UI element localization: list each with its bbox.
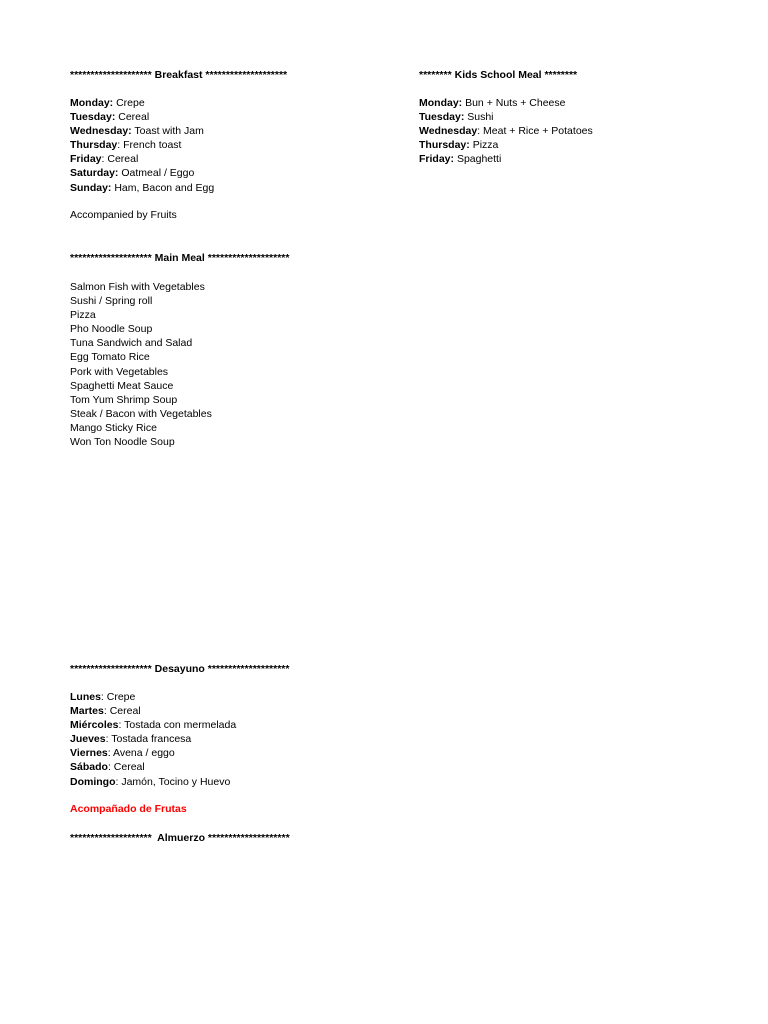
- meal-name: Cereal: [113, 761, 145, 774]
- desayuno-note: Acompañado de Frutas: [70, 802, 187, 815]
- meal-name: Spaghetti: [456, 153, 502, 166]
- day-label: Monday:: [70, 97, 114, 109]
- separator: :: [107, 747, 114, 760]
- day-label: Miércoles: [70, 719, 119, 732]
- day-label: Friday: [70, 153, 102, 166]
- separator: :: [477, 125, 484, 138]
- desayuno-day-jueves: [70, 732, 289, 746]
- main-meal-item: Tuna Sandwich and Salad: [70, 337, 193, 350]
- separator: :: [117, 139, 124, 152]
- day-label: Viernes: [70, 747, 108, 760]
- separator: :: [101, 153, 108, 166]
- day-label: Saturday:: [70, 167, 119, 180]
- meal-name: Tostada con mermelada: [124, 719, 237, 732]
- kids-day-monday: [419, 96, 593, 110]
- meal-name: Crepe: [116, 97, 145, 109]
- kids-day-wednesday: [419, 124, 593, 138]
- day-label: Wednesday:: [70, 125, 132, 138]
- meal-name: Sushi: [467, 111, 494, 124]
- meal-name: Tostada francesa: [111, 733, 192, 746]
- meal-name: Crepe: [106, 691, 136, 703]
- breakfast-day-saturday: [70, 166, 287, 180]
- desayuno-day-martes: [70, 704, 289, 718]
- meal-name: Jamón, Tocino y Huevo: [121, 775, 231, 788]
- main-meal-item: Egg Tomato Rice: [70, 351, 150, 364]
- breakfast-day-wednesday: [70, 124, 287, 138]
- main-meal-item: Pork with Vegetables: [70, 365, 169, 378]
- desayuno-day-sabado: [70, 760, 289, 774]
- day-label: Monday:: [419, 97, 463, 109]
- breakfast-note: Accompanied by Fruits: [70, 208, 177, 221]
- breakfast-heading: ******************** Breakfast ********************: [70, 69, 288, 81]
- kids-school-meal-section: [419, 68, 593, 166]
- breakfast-day-list: [70, 96, 287, 195]
- meal-name: Bun + Nuts + Cheese: [465, 97, 566, 109]
- separator: :: [103, 705, 110, 718]
- meal-name: Cereal: [118, 111, 150, 124]
- desayuno-day-viernes: [70, 746, 289, 760]
- almuerzo-section: [70, 831, 290, 845]
- desayuno-heading: ******************** Desayuno ********************: [70, 663, 290, 675]
- meal-name: Meat + Rice + Potatoes: [483, 125, 593, 138]
- day-label: Tuesday:: [70, 111, 116, 124]
- day-label: Thursday:: [419, 139, 470, 152]
- main-meal-item: Tom Yum Shrimp Soup: [70, 393, 178, 406]
- breakfast-day-friday: [70, 152, 287, 166]
- separator: :: [100, 691, 107, 703]
- day-label: Lunes: [70, 691, 101, 703]
- main-meal-list: [70, 280, 289, 449]
- day-label: Sunday:: [70, 181, 112, 194]
- main-meal-section: [70, 251, 289, 449]
- day-label: Martes: [70, 705, 104, 718]
- day-label: Domingo: [70, 775, 116, 788]
- meal-name: French toast: [123, 139, 182, 152]
- main-meal-item: Spaghetti Meat Sauce: [70, 379, 174, 392]
- meal-name: Avena / eggo: [113, 747, 175, 760]
- day-label: Wednesday: [419, 125, 478, 138]
- main-meal-heading: ******************** Main Meal ********************: [70, 252, 290, 264]
- main-meal-item: Pizza: [70, 309, 96, 322]
- main-meal-item: Salmon Fish with Vegetables: [70, 281, 205, 293]
- day-label: Thursday: [70, 139, 118, 152]
- breakfast-section: [70, 68, 287, 222]
- kids-day-friday: [419, 152, 593, 166]
- main-meal-item: Steak / Bacon with Vegetables: [70, 407, 212, 420]
- meal-name: Pizza: [472, 139, 499, 152]
- kids-school-meal-heading: ******** Kids School Meal ********: [419, 69, 578, 81]
- meal-name: Ham, Bacon and Egg: [114, 181, 215, 194]
- separator: :: [107, 761, 114, 774]
- breakfast-day-monday: [70, 96, 287, 110]
- day-label: Sábado: [70, 761, 108, 774]
- separator: :: [105, 733, 112, 746]
- main-meal-item: Sushi / Spring roll: [70, 295, 153, 308]
- day-label: Jueves: [70, 733, 106, 746]
- day-label: Friday:: [419, 153, 455, 166]
- meal-name: Toast with Jam: [134, 125, 204, 138]
- meal-name: Oatmeal / Eggo: [121, 167, 195, 180]
- desayuno-day-domingo: [70, 775, 289, 789]
- breakfast-day-sunday: [70, 181, 287, 195]
- desayuno-day-lunes: [70, 690, 289, 704]
- desayuno-day-miercoles: [70, 718, 289, 732]
- day-label: Tuesday:: [419, 111, 465, 124]
- meal-name: Cereal: [107, 153, 139, 166]
- separator: :: [118, 719, 125, 732]
- desayuno-day-list: [70, 690, 289, 789]
- separator: :: [115, 775, 122, 788]
- main-meal-item: Won Ton Noodle Soup: [70, 436, 175, 449]
- desayuno-section: [70, 662, 289, 816]
- kids-day-list: [419, 96, 593, 166]
- breakfast-day-thursday: [70, 138, 287, 152]
- breakfast-day-tuesday: [70, 110, 287, 124]
- meal-name: Cereal: [109, 705, 141, 718]
- almuerzo-heading: ******************** Almuerzo ********************: [70, 832, 290, 844]
- main-meal-item: Mango Sticky Rice: [70, 421, 157, 434]
- kids-day-thursday: [419, 138, 593, 152]
- kids-day-tuesday: [419, 110, 593, 124]
- main-meal-item: Pho Noodle Soup: [70, 323, 153, 336]
